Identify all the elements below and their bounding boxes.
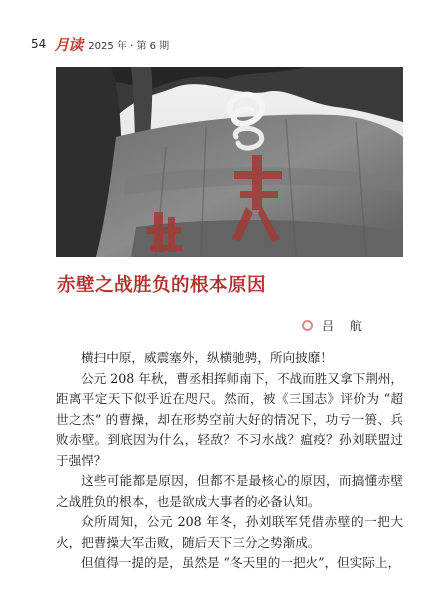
paragraph: 但值得一提的是，虽然是 “冬天里的一把火”，但实际上，: [81, 555, 401, 570]
magazine-logo: 月读: [54, 35, 83, 54]
article-title: 赤壁之战胜负的根本原因: [57, 275, 267, 296]
author-line: [302, 318, 368, 332]
paragraph: 这些可能都是原因，但都不是最核心的原因，而搞懂赤壁之战胜负的根本，也是欲成大事者的必备认知。: [56, 473, 403, 509]
paragraph: 公元 208 年秋，曹丞相挥师南下，不战而胜又拿下荆州，距离平定天下似乎近在咫尺。然而，被《三国志》评价为 “超世之杰” 的曹操，却在形势空前大好的情况下，功亏一篑、兵败赤壁。到底因为什么，轻敌？不习水战？瘟疫？孙刘联盟过于强悍？: [56, 370, 403, 468]
author-bullet-icon: [302, 320, 313, 331]
cliff-inscription-image: [56, 67, 403, 257]
page-header: [31, 34, 169, 54]
cliff-photo: [56, 67, 403, 257]
issue-label: 2025 年 · 第 6 期: [88, 40, 170, 52]
page-number: 54: [31, 37, 47, 51]
article-body: [56, 348, 403, 574]
paragraph: 横扫中原，威震塞外，纵横驰骋，所向披靡！: [81, 350, 333, 365]
author-name: 吕 航: [322, 318, 368, 333]
paragraph: 众所周知，公元 208 年冬，孙刘联军凭借赤壁的一把大火，把曹操大军击败，随后天下三分之势渐成。: [56, 514, 403, 550]
